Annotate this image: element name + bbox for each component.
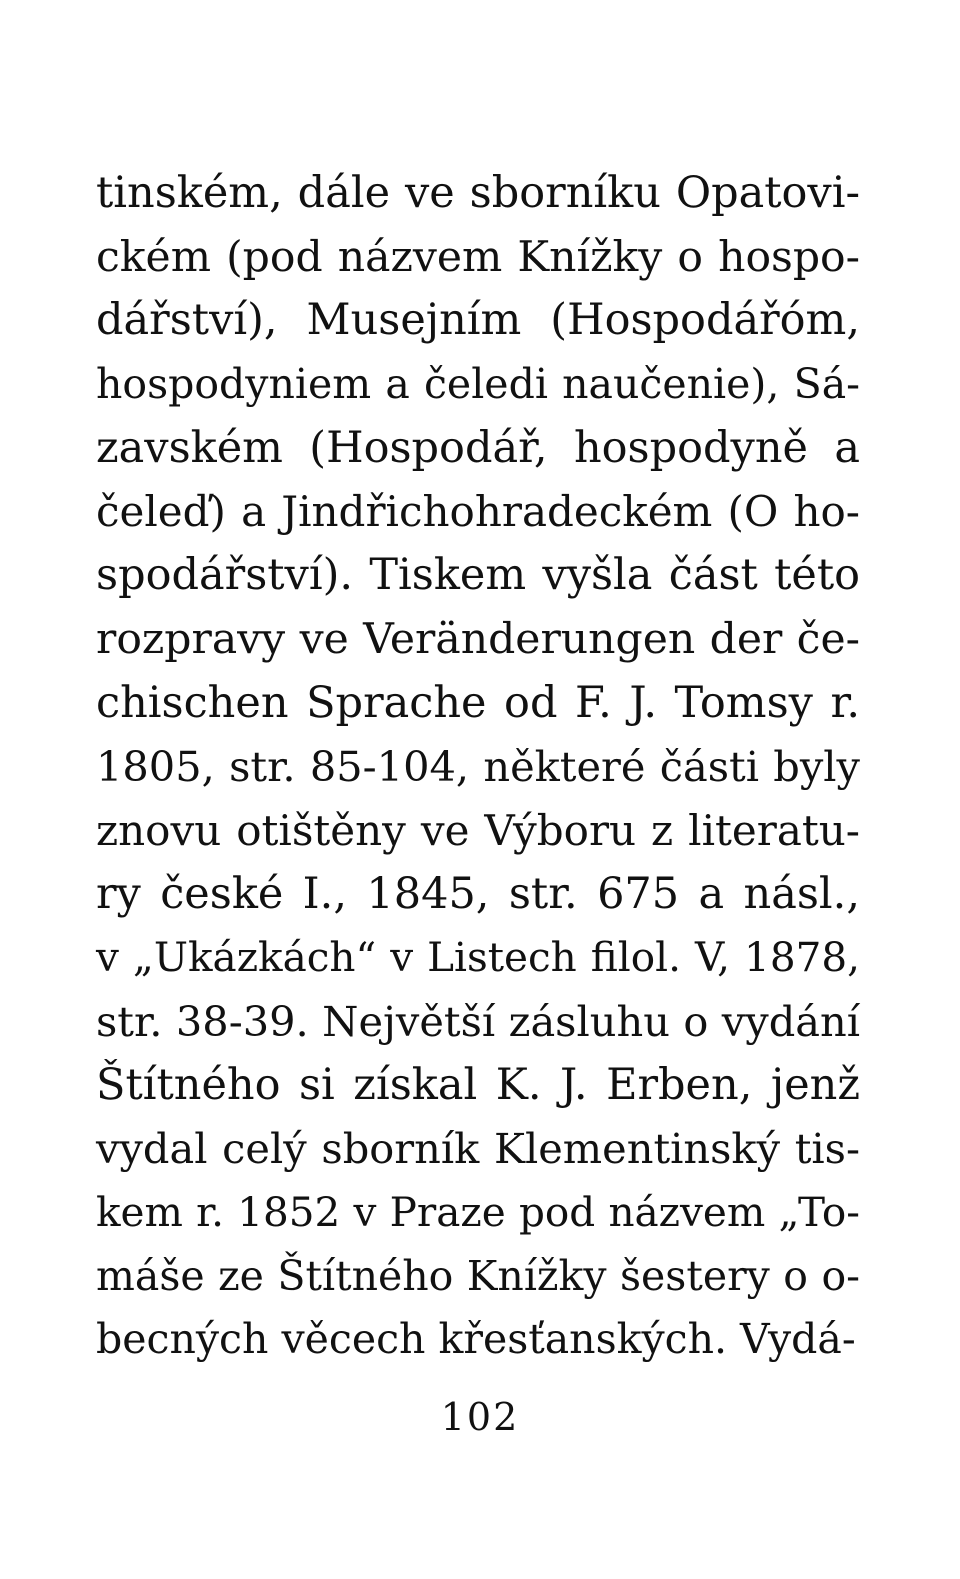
text-line-7: spodářství). Tiskem vyšla část této bbox=[96, 550, 860, 601]
text-line-15: Štítného si získal K. J. Erben, jenž bbox=[96, 1059, 860, 1110]
text-line-19: becných věcech křesťanských. Vydá- bbox=[96, 1315, 856, 1364]
text-line-10: 1805, str. 85-104, některé části byly bbox=[96, 742, 860, 792]
text-line-13: v „Ukázkách“ v Listech filol. V, 1878, bbox=[96, 933, 860, 982]
text-line-17: kem r. 1852 v Praze pod názvem „To- bbox=[96, 1188, 860, 1236]
text-line-12: ry české I., 1845, str. 675 a násl., bbox=[96, 868, 860, 919]
text-line-5: zavském (Hospodář, hospodyně a bbox=[96, 422, 860, 473]
text-line-4: hospodyniem a čeledi naučenie), Sá- bbox=[96, 360, 860, 409]
text-line-14: str. 38-39. Největší zásluhu o vydání bbox=[96, 996, 860, 1046]
text-line-18: máše ze Štítného Knížky šestery o o- bbox=[96, 1251, 860, 1300]
body-text bbox=[96, 162, 860, 1372]
text-line-9: chischen Sprache od F. J. Tomsy r. bbox=[96, 677, 860, 728]
text-line-11: znovu otištěny ve Výboru z literatu- bbox=[96, 805, 860, 855]
text-line-2: ckém (pod názvem Knížky o hospo- bbox=[96, 232, 860, 282]
text-line-6: čeleď) a Jindřichohradeckém (O ho- bbox=[96, 487, 860, 537]
page-number: 102 bbox=[440, 1395, 520, 1439]
text-line-16: vydal celý sborník Klementinský tis- bbox=[96, 1124, 860, 1174]
text-line-1: tinském, dále ve sborníku Opatovi- bbox=[96, 168, 860, 218]
text-line-8: rozpravy ve Veränderungen der če- bbox=[96, 614, 860, 664]
text-line-3: dářství), Musejním (Hospodářóm, bbox=[96, 295, 860, 346]
